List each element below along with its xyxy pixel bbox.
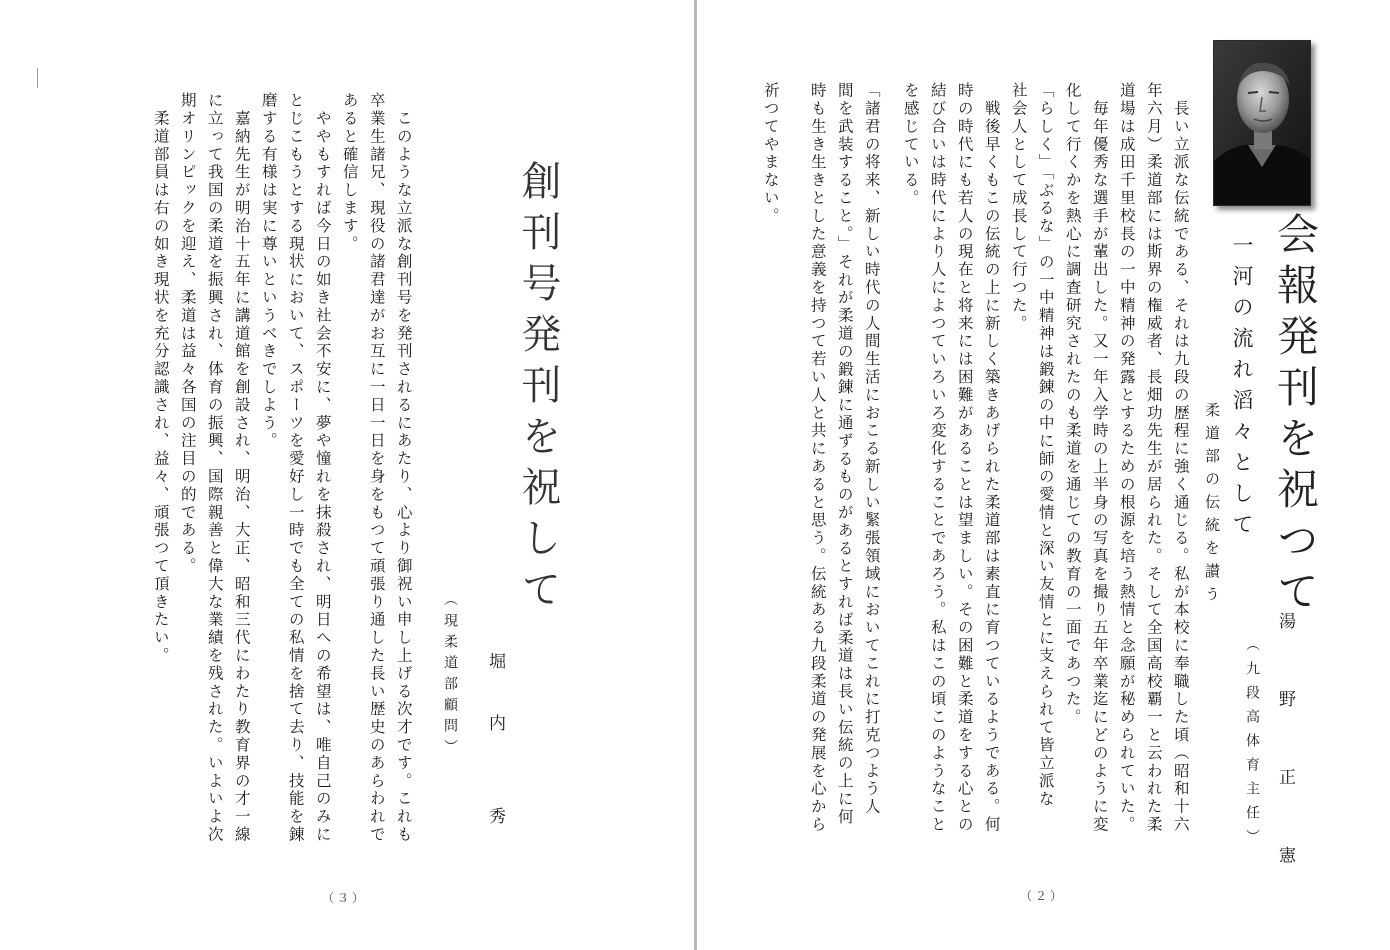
body-line: 時の時代にも若人の現在と将来には困難があることは望ましい。その困難と柔道をする心との — [955, 82, 974, 834]
body-line: ややもすれば今日の如き社会不安に、夢や憧れを抹殺され、明日への希望は、唯自己のみに — [313, 92, 332, 844]
page-2-subtitle-second: 柔道部の伝統を讃う — [1203, 402, 1221, 609]
body-line: 長い立派な伝統である、それは九段の歴程に強く通じる。私が本校に奉職した頃（昭和十六 — [1171, 82, 1190, 834]
body-line: 戦後早くもこの伝統の上に新しく築きあげられた柔道部は素直に育つているようである。何 — [982, 82, 1001, 834]
page-2-subtitle: 一河の流れ滔々として — [1230, 234, 1254, 544]
page-2-title: 会報発刊を祝つて — [1271, 212, 1320, 620]
page-3-folio: （３） — [322, 891, 368, 905]
body-line: あると確信します。 — [340, 92, 359, 254]
body-line: 「諸君の将来、新しい時代の人間生活におこる新しい緊張領域においてこれに打克つよう人 — [862, 82, 881, 816]
portrait-image — [1214, 41, 1310, 205]
body-line: 化して行くかを熱心に調査研究されたのも柔道を通じての教育の一面であつた。 — [1063, 82, 1082, 727]
body-line: 社会人として成長して行つた。 — [1009, 82, 1028, 333]
body-line: 柔道部員は右の如き現状を充分認識され、益々、頑張つて頂きたい。 — [151, 92, 170, 665]
page-2-author: 湯 野 正 憲 — [1275, 612, 1295, 885]
body-line: 年六月）柔道部には斯界の権威者、長畑功先生が居られた。そして全国高校覇一と云われた柔 — [1144, 82, 1163, 834]
body-line: 道場は成田千里校長の一中精神の発露とするための根源を培う熱情と念願が秘められていた。 — [1117, 82, 1136, 834]
body-line: に立って我国の柔道を振興され、体育の振興、国際親善と偉大な業績を残された。いよいよ次 — [205, 92, 224, 844]
body-line: 卒業生諸兄、現役の諸君達がお互に一日一日を身をもつて頑張り通した長い歴史のあらわれで — [367, 92, 386, 844]
page-2-author-affiliation: （九段高体育主任） — [1244, 637, 1260, 853]
page-3 — [0, 0, 694, 950]
page-3-author-affiliation: （現柔道部顧問） — [442, 592, 458, 760]
page-3-author: 堀 内 秀 — [485, 652, 505, 838]
body-line: 時も生き生きとした意義を持つて若い人と共にあると思う。伝統ある九段柔道の発展を心から — [808, 82, 827, 834]
body-line: 祈つてやまない。 — [761, 82, 780, 226]
body-line: 嘉納先生が明治十五年に講道館を創設され、明治、大正、昭和三代にわたり教育界の才一線 — [232, 92, 251, 844]
body-line: このような立派な創刊号を発刊されるにあたり、心より御祝い申し上げる次才です。これも — [394, 92, 413, 844]
body-line: 毎年優秀な選手が輩出した。又一年入学時の上半身の写真を撮り五年卒業迄にどのように変 — [1090, 82, 1109, 834]
body-line: 「らしく」「ぶるな」の一中精神は鍛錬の中に師の愛情と深い友情とに支えられて皆立派な — [1036, 82, 1055, 809]
body-line: を感じている。 — [901, 82, 920, 208]
body-line: 期オリンピックを迎え、柔道は益々各国の注目の的である。 — [178, 92, 197, 576]
page-3-title: 創刊号発刊を祝して — [515, 160, 561, 619]
page-2-folio: （２） — [1020, 889, 1066, 903]
margin-mark — [37, 68, 38, 88]
body-line: 結び合いは時代により人によつていろいろ変化することであろう。私はこの頃このようなこと — [928, 82, 947, 834]
page-2 — [697, 0, 1390, 950]
body-line: 間を武装すること。」それが柔道の鍛錬に通ずるものがあるとすれば柔道は長い伝統の上に何 — [835, 82, 854, 827]
body-line: とじこもうとする現状において、スポーツを愛好し一時でも全ての私情を捨て去り、技能を錬 — [286, 92, 305, 844]
author-portrait-photo — [1213, 40, 1311, 206]
body-line: 磨する有様は実に尊いというべきでしよう。 — [259, 92, 278, 450]
